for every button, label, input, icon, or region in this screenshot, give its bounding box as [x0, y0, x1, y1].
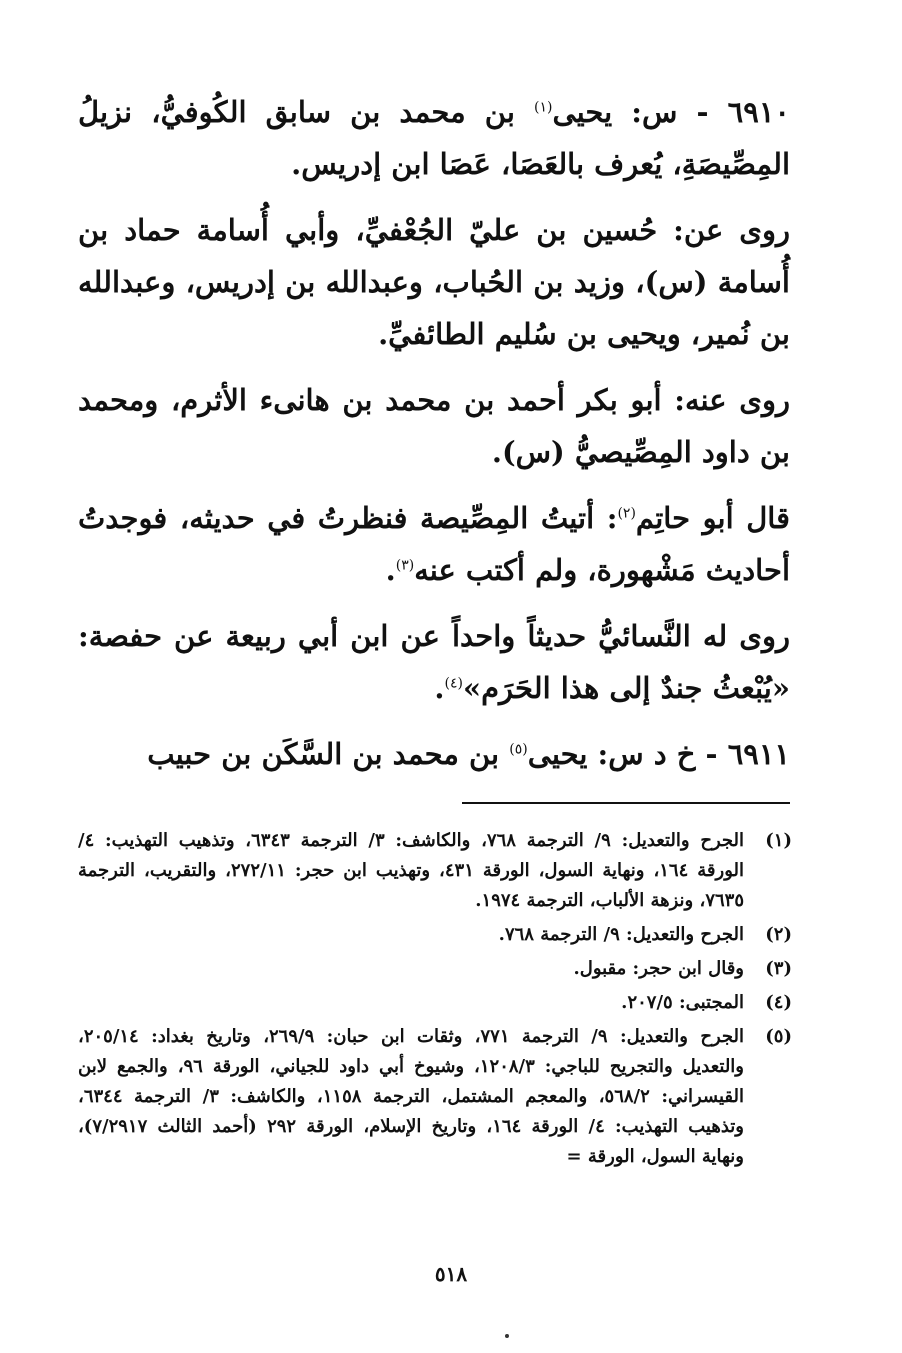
footnote-mark: (٥) — [765, 1026, 792, 1047]
paragraph-text: روى عنه: أبو بكر أحمد بن محمد بن هانىء الأثرم، ومحمد بن داود المِصِّيصيُّ (س). — [78, 383, 790, 469]
narrated-by-paragraph — [78, 374, 790, 478]
footnote-divider — [462, 802, 790, 804]
paragraph-text: روى له النَّسائيُّ حديثاً واحداً عن ابن أبي ربيعة عن حفصة: «يُبْعثُ جندٌ إلى هذا الحَرَم» — [78, 619, 790, 705]
paragraph-text: قال أبو حاتِم — [635, 501, 790, 535]
footnotes — [78, 826, 792, 1176]
footnote-text: المجتبى: ٢٠٧/٥. — [621, 992, 744, 1013]
footnote-ref: (٣) — [395, 557, 415, 574]
footnote — [78, 1022, 792, 1172]
footnote — [78, 988, 792, 1018]
entry-6910 — [78, 86, 790, 714]
speck — [505, 1334, 509, 1338]
footnote-text: الجرح والتعديل: ٩/ الترجمة ٧٦٨، والكاشف: ٣/ الترجمة ٦٣٤٣، وتذهيب التهذيب: ٤/ الورقة ١٦٤، ونهاية السول، الورقة ٤٣١، وتهذيب ابن حجر: ٢٧٢/١١، والتقريب، الترجمة ٧٦٣٥، ونزهة الألباب، الترجمة ١٩٧٤. — [78, 830, 745, 911]
footnote-ref: (١) — [534, 99, 553, 116]
footnote — [78, 954, 792, 984]
entry-head: ٦٩١١ - خ د س: يحيى — [527, 737, 790, 771]
entry-text: بن محمد بن السَّكَن بن حبيب — [147, 737, 510, 771]
narrated-from-paragraph — [78, 204, 790, 360]
footnote-text: وقال ابن حجر: مقبول. — [573, 958, 744, 979]
footnote-text: الجرح والتعديل: ٩/ الترجمة ٧٧١، وثقات ابن حبان: ٢٦٩/٩، وتاريخ بغداد: ٢٠٥/١٤، والتعديل والتجريح للباجي: ١٢٠٨/٣، وشيوخ أبي داود للجياني، الورقة ٩٦، والجمع لابن القيسراني: ٥٦٨/٢، والمعجم المشتمل، الترجمة ١١٥٨، والكاشف: ٣/ الترجمة ٦٣٤٤، وتذهيب التهذيب: ٤/ الورقة ١٦٤، وتاريخ الإسلام، الورقة ٢٩٢ (أحمد الثالث ٧/٢٩١٧)، ونهاية السول، الورقة = — [78, 1026, 745, 1167]
entry-head: ٦٩١٠ - س: يحيى — [552, 95, 790, 129]
paragraph-text: : أتيتُ المِصِّيصة فنظرتُ في حديثه، فوجدتُ أحاديث مَشْهورة، ولم أكتب عنه — [78, 501, 790, 587]
footnote-ref: (٢) — [617, 505, 636, 522]
paragraph-text: . — [385, 553, 396, 587]
paragraph-text: . — [434, 671, 445, 705]
main-text — [78, 86, 790, 780]
footnote-text: الجرح والتعديل: ٩/ الترجمة ٧٦٨. — [498, 924, 744, 945]
entry-6911 — [78, 728, 790, 780]
abu-hatim-paragraph — [78, 492, 790, 596]
entry-text: بن محمد بن سابق الكُوفيُّ، نزيلُ المِصِّيصَةِ، يُعرف بالعَصَا، عَصَا ابن إدريس. — [78, 95, 790, 181]
page-number: ٥١٨ — [434, 1262, 468, 1286]
footnote-mark: (٢) — [765, 924, 792, 945]
footnote-mark: (١) — [765, 830, 792, 851]
footnote — [78, 826, 792, 916]
footnote-mark: (٤) — [765, 992, 792, 1013]
footnote-mark: (٣) — [765, 958, 792, 979]
nasai-paragraph — [78, 610, 790, 714]
entry-heading-paragraph — [78, 86, 790, 190]
footnote-ref: (٥) — [509, 741, 528, 758]
paragraph-text: روى عن: حُسين بن عليّ الجُعْفيِّ، وأبي أُسامة حماد بن أُسامة (س)، وزيد بن الحُباب، وعبدالله بن إدريس، وعبدالله بن نُمير، ويحيى بن سُليم الطائفيِّ. — [78, 213, 790, 351]
footnote-ref: (٤) — [444, 675, 463, 692]
entry-heading-paragraph — [78, 728, 790, 780]
footnote — [78, 920, 792, 950]
